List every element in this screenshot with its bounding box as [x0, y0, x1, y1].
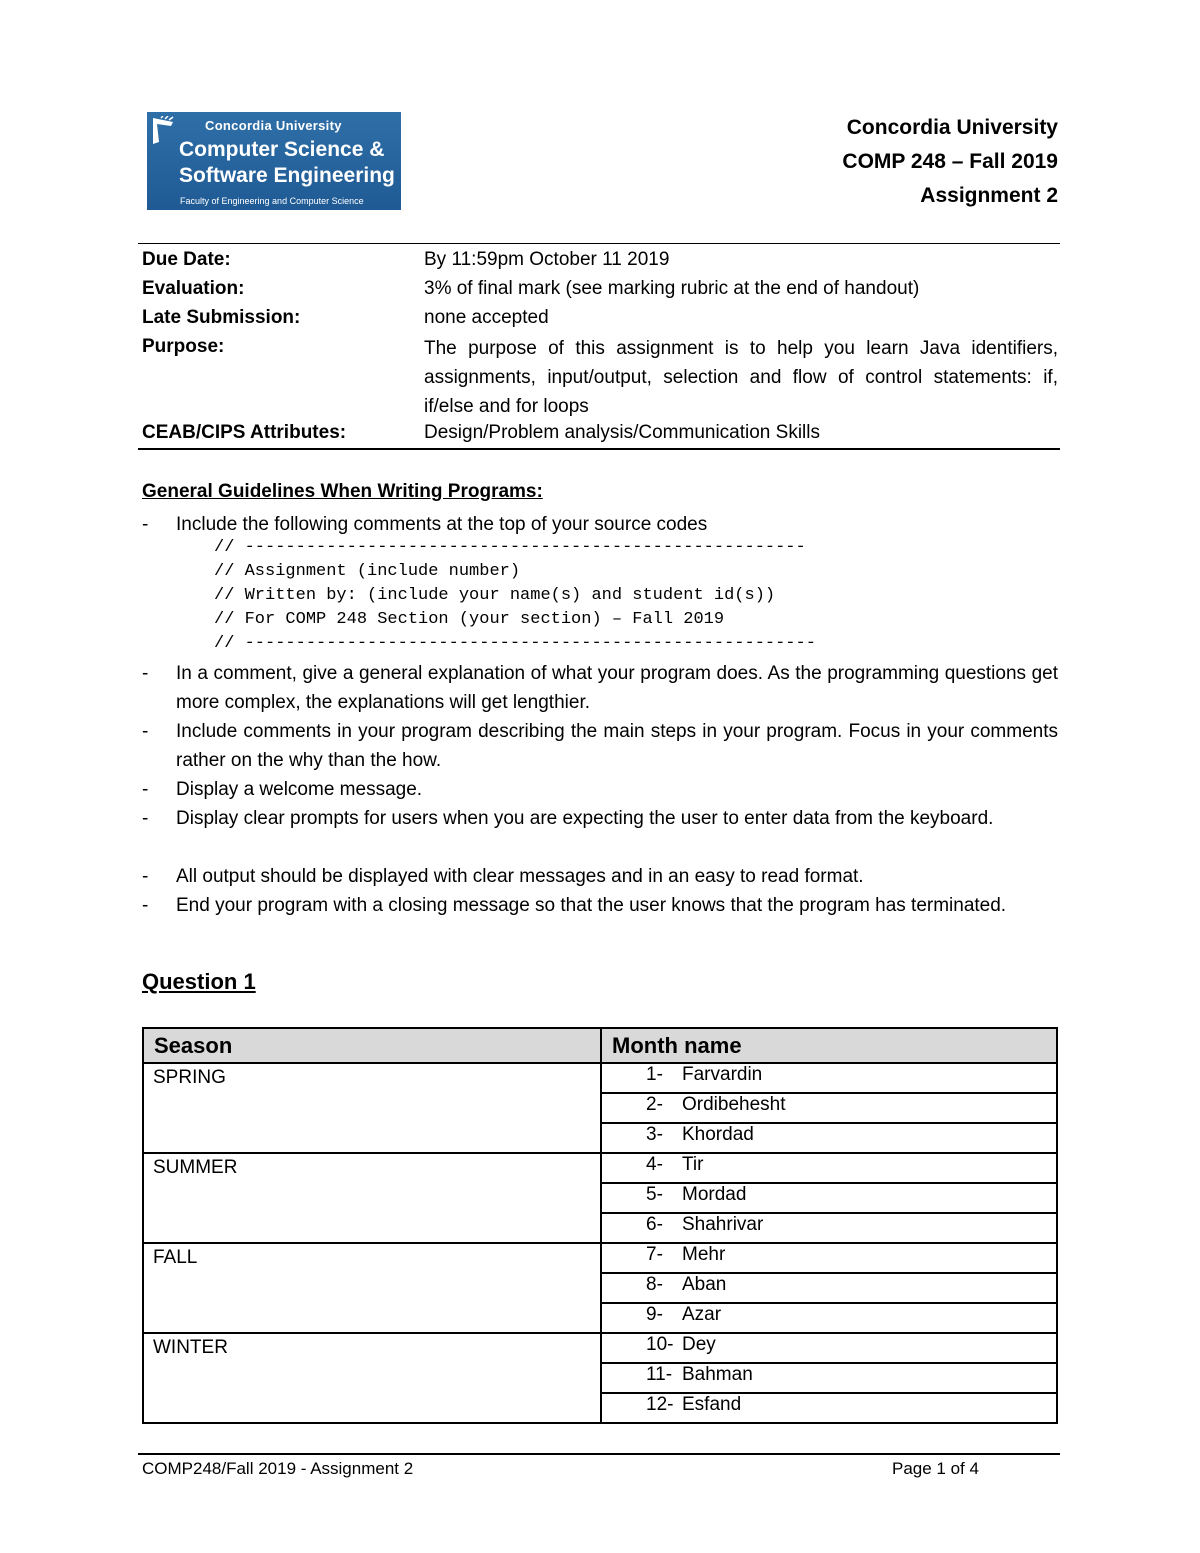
month-number: 8-: [646, 1274, 663, 1295]
due-date-label: Due Date:: [142, 249, 231, 270]
guideline-item: [142, 717, 1058, 775]
code-comment-line: // Assignment (include number): [214, 562, 521, 581]
code-comment-line: // -------------------------------------------------------: [214, 538, 806, 557]
evaluation-label: Evaluation:: [142, 278, 245, 299]
code-comment-line: // --------------------------------------------------------: [214, 634, 816, 653]
bullet-dash: -: [142, 779, 149, 800]
bullet-dash: -: [142, 866, 149, 887]
guidelines-title: General Guidelines When Writing Programs:: [142, 481, 543, 502]
month-name: Mordad: [682, 1184, 747, 1205]
bullet-dash: -: [142, 895, 149, 916]
month-name: Mehr: [682, 1244, 726, 1265]
logo-line1: Computer Science &: [179, 138, 385, 161]
department-logo: [147, 112, 401, 210]
guideline-item: [142, 862, 1058, 891]
month-number: 2-: [646, 1094, 663, 1115]
month-number: 4-: [646, 1154, 663, 1175]
guideline-item: [142, 510, 1058, 539]
month-column-header: Month name: [601, 1028, 1057, 1063]
late-submission-value: none accepted: [424, 307, 549, 328]
code-comment-line: // Written by: (include your name(s) and student id(s)): [214, 586, 776, 605]
month-name: Shahrivar: [682, 1214, 764, 1235]
bullet-dash: -: [142, 514, 149, 535]
month-name: Khordad: [682, 1124, 754, 1145]
footer-title: COMP248/Fall 2019 - Assignment 2: [142, 1459, 414, 1478]
month-number: 10-: [646, 1334, 674, 1355]
due-date-value: By 11:59pm October 11 2019: [424, 249, 670, 270]
month-number: 5-: [646, 1184, 663, 1205]
month-name: Bahman: [682, 1364, 753, 1385]
month-cell: [601, 1153, 1057, 1183]
month-name: Ordibehesht: [682, 1094, 786, 1115]
guideline-text: Display a welcome message.: [176, 779, 423, 800]
evaluation-value: 3% of final mark (see marking rubric at the end of handout): [424, 278, 920, 299]
guideline-text: Display clear prompts for users when you are expecting the user to enter data from the keyboard.: [176, 808, 994, 829]
month-cell: [601, 1093, 1057, 1123]
table-row: [143, 1333, 1057, 1363]
guideline-text: All output should be displayed with clear messages and in an easy to read format.: [176, 866, 864, 887]
ceab-value: Design/Problem analysis/Communication Skills: [424, 422, 820, 443]
table-header-row: [143, 1028, 1057, 1063]
month-name: Aban: [682, 1274, 727, 1295]
month-cell: [601, 1333, 1057, 1363]
month-name: Azar: [682, 1304, 722, 1325]
guideline-item: [142, 775, 1058, 804]
month-name: Farvardin: [682, 1064, 763, 1085]
footer-rule: [138, 1453, 1060, 1455]
guideline-text: End your program with a closing message so that the user knows that the program has terminated.: [176, 895, 1007, 916]
code-comment-line: // For COMP 248 Section (your section) – Fall 2019: [214, 610, 725, 629]
month-cell: [601, 1363, 1057, 1393]
info-bottom-rule: [138, 448, 1060, 450]
month-cell: [601, 1393, 1057, 1423]
month-name: Tir: [682, 1154, 704, 1175]
guideline-text: Include comments in your program describing the main steps in your program. Focus in your comments rather on the why than the how.: [176, 721, 1058, 771]
page-number: Page 1 of 4: [892, 1459, 979, 1478]
header-course: COMP 248 – Fall 2019: [842, 150, 1058, 173]
info-top-rule: [138, 243, 1060, 244]
month-cell: [601, 1273, 1057, 1303]
purpose-value: The purpose of this assignment is to help you learn Java identifiers, assignments, input/output, selection and flow of control statements: if, if/else and for loops: [424, 338, 1058, 417]
month-number: 1-: [646, 1064, 663, 1085]
month-cell: [601, 1123, 1057, 1153]
table-row: [143, 1063, 1057, 1093]
guideline-text: Include the following comments at the top of your source codes: [176, 514, 708, 535]
guideline-item: [142, 891, 1058, 920]
logo-line2: Software Engineering: [179, 164, 395, 187]
month-number: 9-: [646, 1304, 663, 1325]
header-assignment: Assignment 2: [920, 184, 1058, 207]
month-cell: [601, 1183, 1057, 1213]
month-number: 7-: [646, 1244, 663, 1265]
header-university: Concordia University: [846, 116, 1058, 139]
season-cell: SPRING: [143, 1063, 601, 1153]
month-number: 6-: [646, 1214, 663, 1235]
concordia-logo-icon: [151, 116, 175, 146]
season-cell: SUMMER: [143, 1153, 601, 1243]
logo-university: Concordia University: [205, 118, 342, 133]
bullet-dash: -: [142, 721, 149, 742]
month-cell: [601, 1213, 1057, 1243]
month-number: 11-: [646, 1364, 673, 1385]
season-cell: WINTER: [143, 1333, 601, 1423]
guideline-item: [142, 804, 1058, 833]
month-cell: [601, 1303, 1057, 1333]
ceab-label: CEAB/CIPS Attributes:: [142, 422, 347, 443]
season-cell: FALL: [143, 1243, 601, 1333]
late-submission-label: Late Submission:: [142, 307, 301, 328]
bullet-dash: -: [142, 808, 149, 829]
month-number: 3-: [646, 1124, 663, 1145]
month-cell: [601, 1063, 1057, 1093]
purpose-label: Purpose:: [142, 336, 225, 357]
bullet-dash: -: [142, 663, 149, 684]
table-row: [143, 1243, 1057, 1273]
season-month-table: [142, 1027, 1058, 1424]
month-number: 12-: [646, 1394, 674, 1415]
logo-faculty: Faculty of Engineering and Computer Science: [180, 196, 364, 206]
month-cell: [601, 1243, 1057, 1273]
season-column-header: Season: [143, 1028, 601, 1063]
question-1-title: Question 1: [142, 969, 256, 994]
guideline-text: In a comment, give a general explanation of what your program does. As the programming questions get more complex, the explanations will get lengthier.: [176, 663, 1058, 713]
month-name: Esfand: [682, 1394, 742, 1415]
month-name: Dey: [682, 1334, 716, 1355]
table-row: [143, 1153, 1057, 1183]
guideline-item: [142, 659, 1058, 717]
